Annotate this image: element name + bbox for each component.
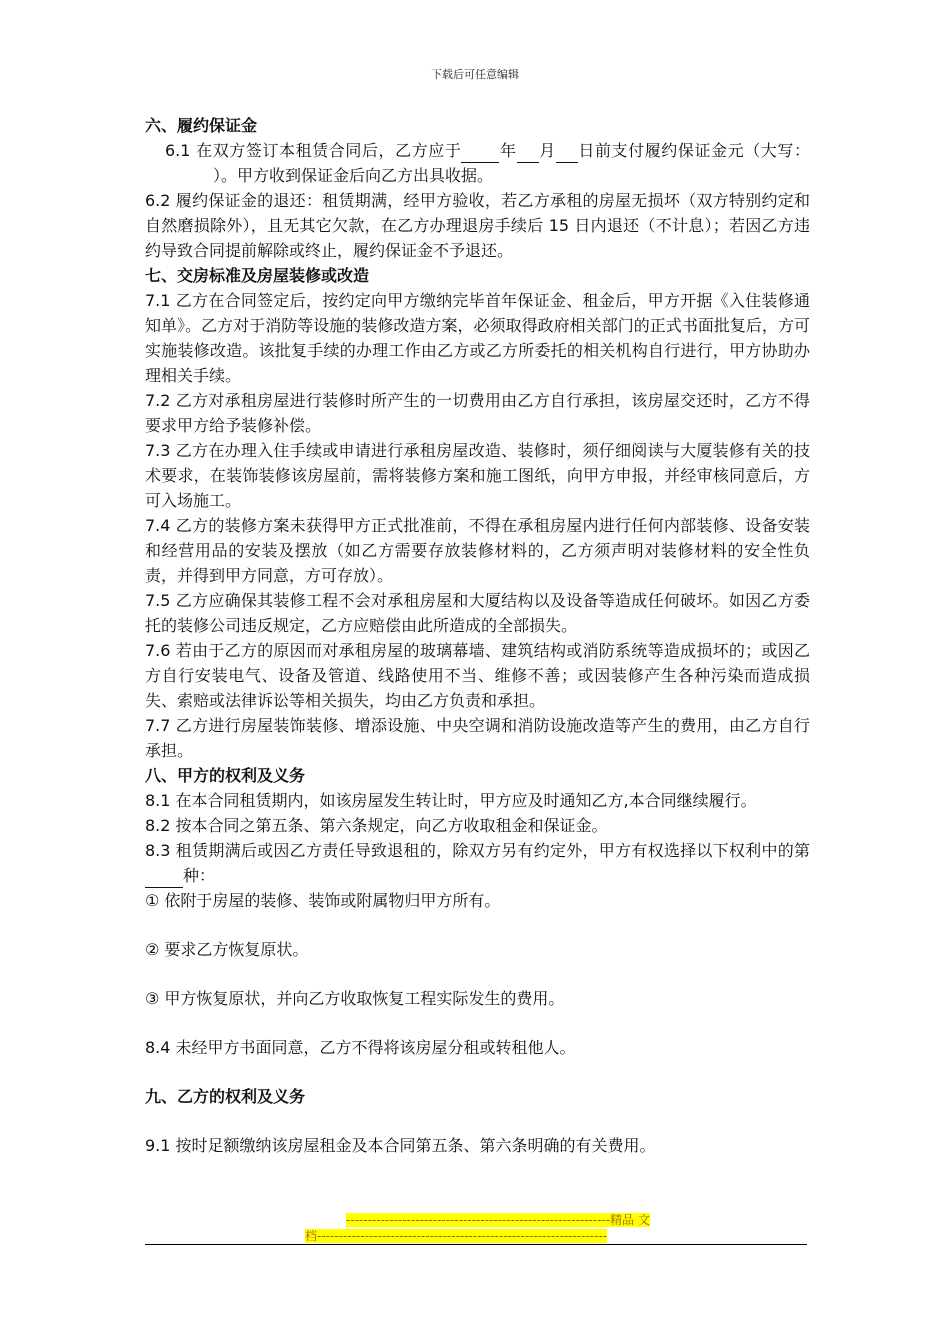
spacer [145,913,810,937]
section-9-title: 九、乙方的权利及义务 [145,1087,306,1106]
year-blank [461,144,499,163]
clause-8-4: 8.4 未经甲方书面同意，乙方不得将该房屋分租或转租他人。 [145,1038,576,1057]
clause-6-1-text-e: ）。甲方收到保证金后向乙方出具收据。 [213,166,494,185]
document-body [145,113,810,1158]
footer-line-2: 档------------------------------------------------------------------- [305,1229,608,1243]
page-header: 下载后可任意编辑 [431,68,519,81]
clause-8-3-text-a: 8.3 租赁期满后或因乙方责任导致退租的，除双方另有约定外，甲方有权选择以下权利中的第 [145,841,810,860]
clause-6-1-text-a: 6.1 在双方签订本租赁合同后，乙方应于 [165,141,462,160]
section-8-title: 八、甲方的权利及义务 [145,766,306,785]
footer-rule [145,1244,807,1245]
spacer [145,1109,810,1133]
clause-6-2: 6.2 履约保证金的退还：租赁期满，经甲方验收，若乙方承租的房屋无损坏（双方特别约定和自然磨损除外），且无其它欠款，在乙方办理退房手续后 15 日内退还（不计息）；若因乙方违约导致合同提前解除或终止，履约保证金不予退还。 [145,191,810,260]
clause-7-5: 7.5 乙方应确保其装修工程不会对承租房屋和大厦结构以及设备等造成任何破坏。如因乙方委托的装修公司违反规定，乙方应赔偿由此所造成的全部损失。 [145,591,810,635]
spacer [145,1011,810,1035]
option-3: ③ 甲方恢复原状，并向乙方收取恢复工程实际发生的费用。 [145,989,565,1008]
clause-7-1: 7.1 乙方在合同签定后，按约定向甲方缴纳完毕首年保证金、租金后，甲方开据《入住装修通知单》。乙方对于消防等设施的装修改造方案，必须取得政府相关部门的正式书面批复后，方可实施装修改造。该批复手续的办理工作由乙方或乙方所委托的相关机构自行进行，甲方协助办理相关手续。 [145,291,810,385]
clause-7-2: 7.2 乙方对承租房屋进行装修时所产生的一切费用由乙方自行承担，该房屋交还时，乙方不得要求甲方给予装修补偿。 [145,391,810,435]
clause-6-1-text-b: 年 [499,141,517,160]
clause-6-1-text-d: 日前支付履约保证金元（大写： [577,141,810,160]
clause-8-3 [145,838,810,888]
footer-watermark [305,1212,650,1244]
clause-7-7: 7.7 乙方进行房屋装饰装修、增添设施、中央空调和消防设施改造等产生的费用，由乙方自行承担。 [145,716,810,760]
clause-7-6: 7.6 若由于乙方的原因而对承租房屋的玻璃幕墙、建筑结构或消防系统等造成损坏的；或因乙方自行安装电气、设备及管道、线路使用不当、维修不善；或因装修产生各种污染而造成损失、索赔或法律诉讼等相关损失，均由乙方负责和承担。 [145,641,810,710]
clause-6-1 [145,138,810,188]
clause-8-1: 8.1 在本合同租赁期内，如该房屋发生转让时，甲方应及时通知乙方,本合同继续履行。 [145,791,757,810]
option-blank [145,869,183,888]
clause-9-1: 9.1 按时足额缴纳该房屋租金及本合同第五条、第六条明确的有关费用。 [145,1136,656,1155]
clause-7-4: 7.4 乙方的装修方案未获得甲方正式批准前，不得在承租房屋内进行任何内部装修、设备安装和经营用品的安装及摆放（如乙方需要存放装修材料的，乙方须声明对装修材料的安全性负责，并得到甲方同意，方可存放）。 [145,516,810,585]
month-blank [517,144,539,163]
option-1: ① 依附于房屋的装修、装饰或附属物归甲方所有。 [145,891,501,910]
clause-7-3: 7.3 乙方在办理入住手续或申请进行承租房屋改造、装修时，须仔细阅读与大厦装修有关的技术要求，在装饰装修该房屋前，需将装修方案和施工图纸，向甲方申报，并经审核同意后，方可入场施工。 [145,441,810,510]
spacer [145,1060,810,1084]
clause-8-2: 8.2 按本合同之第五条、第六条规定，向乙方收取租金和保证金。 [145,816,608,835]
section-7-title: 七、交房标准及房屋装修或改造 [145,266,370,285]
clause-6-1-text-c: 月 [538,141,556,160]
spacer [145,962,810,986]
option-2: ② 要求乙方恢复原状。 [145,940,309,959]
day-blank [556,144,578,163]
clause-8-3-text-b: 种： [183,866,216,885]
section-6-title: 六、履约保证金 [145,116,258,135]
footer-line-1: -------------------------------------------------------------精品 文 [346,1213,650,1227]
